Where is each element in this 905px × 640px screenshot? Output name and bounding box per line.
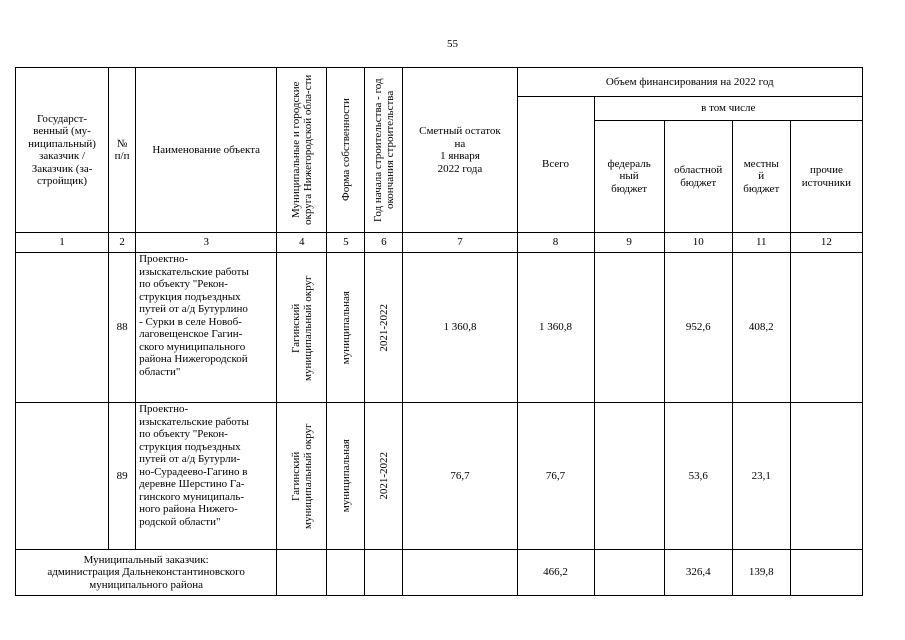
header-years: [365, 68, 403, 233]
row-municipality-text: Гагинский муниципальный округ: [289, 274, 314, 381]
row-municipality: [277, 403, 327, 550]
header-ownership: [327, 68, 365, 233]
row-federal: [594, 403, 664, 550]
column-number: 8: [517, 233, 594, 253]
header-municipality-text: Муниципальные и городские округа Нижегородской обла-сти: [289, 74, 314, 226]
header-years-text: Год начала строительства - год окончания строительства: [371, 78, 396, 222]
financing-table: [15, 67, 863, 596]
column-number: 7: [403, 233, 517, 253]
row-municipality: [277, 253, 327, 403]
summary-local: 139,8: [732, 550, 790, 596]
row-balance: 76,7: [403, 403, 517, 550]
header-local: местны й бюджет: [732, 121, 790, 233]
header-customer: Государст- венный (му- ниципальный) заказчик / Заказчик (за- стройщик): [16, 68, 109, 233]
summary-label: Муниципальный заказчик: администрация Дальнеконстантиновского муниципального района: [16, 550, 277, 596]
row-object-name: Проектно- изыскательские работы по объекту "Рекон- струкция подъездных путей от а/д Бутурлино - Сурки в селе Новоб- лаговещенское Гагин- ского муниципального района Нижегородской области": [136, 253, 277, 403]
row-number: 89: [109, 403, 136, 550]
row-ownership: [327, 253, 365, 403]
row-number: 88: [109, 253, 136, 403]
column-number: 3: [136, 233, 277, 253]
header-including: в том числе: [594, 97, 862, 121]
column-number-row: [16, 233, 863, 253]
row-regional: 53,6: [664, 403, 732, 550]
table-row: [16, 403, 863, 550]
row-other: [790, 403, 862, 550]
row-customer: [16, 253, 109, 403]
row-years-text: 2021-2022: [377, 303, 390, 352]
header-other: прочие источники: [790, 121, 862, 233]
row-total: 1 360,8: [517, 253, 594, 403]
summary-row: [16, 550, 863, 596]
header-total: Всего: [517, 97, 594, 233]
row-federal: [594, 253, 664, 403]
summary-regional: 326,4: [664, 550, 732, 596]
summary-empty: [327, 550, 365, 596]
table-row: [16, 253, 863, 403]
header-municipality: [277, 68, 327, 233]
row-ownership-text: муниципальная: [339, 439, 352, 513]
row-ownership-text: муниципальная: [339, 290, 352, 365]
column-number: 12: [790, 233, 862, 253]
row-balance: 1 360,8: [403, 253, 517, 403]
header-ownership-text: Форма собственности: [339, 98, 352, 202]
header-object-name: Наименование объекта: [136, 68, 277, 233]
summary-federal: [594, 550, 664, 596]
column-number: 2: [109, 233, 136, 253]
summary-other: [790, 550, 862, 596]
header-estimated-balance: Сметный остаток на 1 января 2022 года: [403, 68, 517, 233]
row-customer: [16, 403, 109, 550]
header-number: № п/п: [109, 68, 136, 233]
row-local: 408,2: [732, 253, 790, 403]
header-federal: федераль ный бюджет: [594, 121, 664, 233]
column-number: 11: [732, 233, 790, 253]
row-object-name: Проектно- изыскательские работы по объекту "Рекон- струкция подъездных путей от а/д Бутурли- но-Сурадеево-Гагино в деревне Шерстино Га- гинского муниципаль- ного района Нижего- родской области": [136, 403, 277, 550]
row-local: 23,1: [732, 403, 790, 550]
summary-total: 466,2: [517, 550, 594, 596]
column-number: 6: [365, 233, 403, 253]
row-years: [365, 403, 403, 550]
row-regional: 952,6: [664, 253, 732, 403]
page-number: 55: [447, 38, 458, 50]
row-municipality-text: Гагинский муниципальный округ: [289, 423, 314, 529]
summary-empty: [365, 550, 403, 596]
row-ownership: [327, 403, 365, 550]
summary-empty: [277, 550, 327, 596]
summary-empty: [403, 550, 517, 596]
header-regional: областной бюджет: [664, 121, 732, 233]
row-years-text: 2021-2022: [377, 452, 390, 500]
column-number: 1: [16, 233, 109, 253]
row-other: [790, 253, 862, 403]
row-years: [365, 253, 403, 403]
header-financing: Объем финансирования на 2022 год: [517, 68, 863, 97]
column-number: 9: [594, 233, 664, 253]
row-total: 76,7: [517, 403, 594, 550]
column-number: 4: [277, 233, 327, 253]
column-number: 10: [664, 233, 732, 253]
column-number: 5: [327, 233, 365, 253]
